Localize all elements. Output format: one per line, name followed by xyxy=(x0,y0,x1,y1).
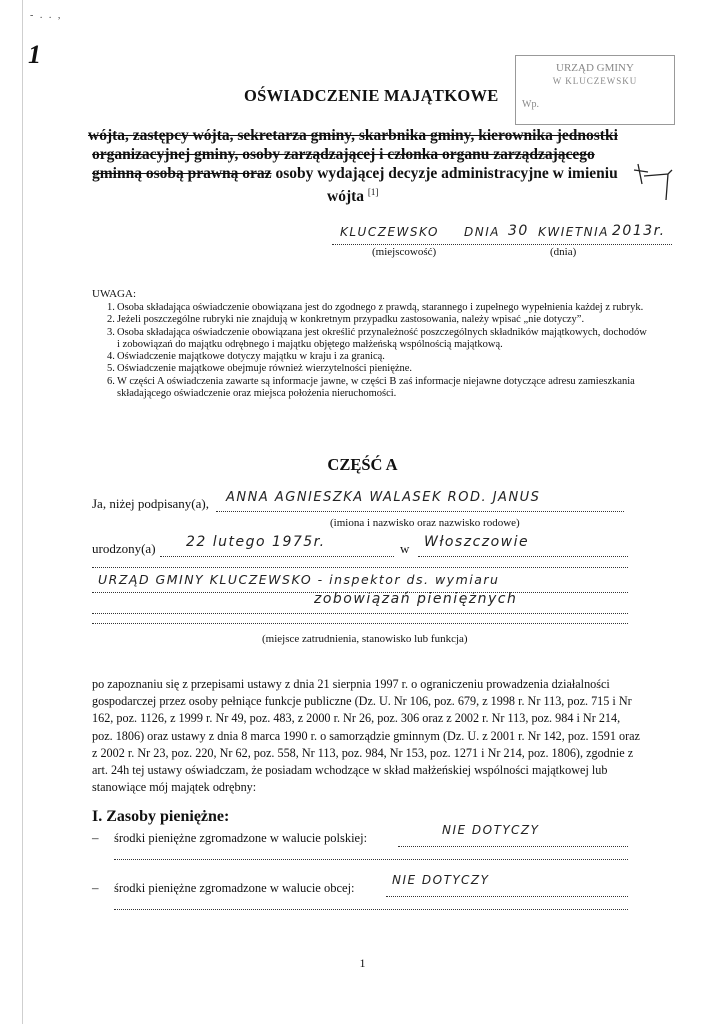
signed-name: ANNA AGNIESZKA WALASEK ROD. JANUS xyxy=(226,490,541,505)
role-line-3 xyxy=(92,164,618,183)
notice-item xyxy=(92,376,652,401)
notice-text: Oświadczenie majątkowe obejmuje również wierzytelności pieniężne. xyxy=(117,363,413,375)
notice-number: 2. xyxy=(107,314,115,326)
foreign-label: środki pieniężne zgromadzone w walucie obcej: xyxy=(114,881,355,895)
stamp-line-1: URZĄD GMINY xyxy=(556,62,634,74)
born-in-word: w xyxy=(400,541,410,556)
role-struck-line-2: organizacyjnej gminy, osoby zarządzającej i członka organu zarządzającego xyxy=(92,146,595,163)
born-place-field xyxy=(418,534,628,557)
pln-field xyxy=(398,823,628,847)
employment-line-2: zobowiązań pieniężnych xyxy=(314,591,518,607)
blank-line xyxy=(92,561,628,568)
born-place: Włoszczowie xyxy=(424,534,530,550)
document-title: OŚWIADCZENIE MAJĄTKOWE xyxy=(244,86,499,105)
pln-label: środki pieniężne zgromadzone w walucie polskiej: xyxy=(114,831,368,845)
part-a-title: CZĘŚĆ A xyxy=(327,455,398,474)
scan-edge xyxy=(22,0,23,1024)
notice-item xyxy=(92,327,652,352)
name-caption: (imiona i nazwisko oraz nazwisko rodowe) xyxy=(330,517,520,529)
notice-text: Oświadczenie majątkowe dotyczy majątku w kraju i za granicą. xyxy=(117,351,385,363)
role-line-4 xyxy=(327,183,378,206)
notice-text: W części A oświadczenia zawarte są informacje jawne, w części B zaś informacje niejawne dotyczące adresu zamieszkania składającego oświadczenie oraz miejsca położenia nieruchomości. xyxy=(117,375,635,400)
role-plain-line-3: osoby wydającej decyzje administracyjne w imieniu xyxy=(271,165,618,182)
blank-line xyxy=(114,853,628,860)
notice-text: Jeżeli poszczególne rubryki nie znajdują w konkretnym przypadku zastosowania, należy wpisać „nie dotyczy”. xyxy=(117,314,585,326)
law-paragraph: po zapoznaniu się z przepisami ustawy z dnia 21 sierpnia 1997 r. o ograniczeniu prowadzenia działalności gospodarczej przez osoby pełniące funkcje publiczne (Dz. U. Nr 106, poz. 679, z 1998 r. Nr 113, poz. 715 i Nr 162, poz. 1126, z 1999 r. Nr 49, poz. 483, z 2000 r. Nr 26, poz. 306 oraz z 2002 r. Nr 113, poz. 984 i Nr 214, poz. 1806) oraz ustawy z dnia 8 marca 1990 r. o samorządzie gminnym (Dz. U. z 2001 r. Nr 142, poz. 1591 oraz z 2002 r. Nr 23, poz. 220, Nr 62, poz. 558, Nr 113, poz. 984, Nr 153, poz. 1271 i Nr 214, poz. 1806), zgodnie z art. 24h tej ustawy oświadczam, że posiadam wchodzące w skład małżeńskiej wspólności majątkowej lub stanowiące mój majątek odrębny: xyxy=(92,677,640,795)
born-label: urodzony(a) xyxy=(92,541,156,556)
notice-item xyxy=(92,314,652,326)
label-date: (dnia) xyxy=(550,246,577,258)
dash-bullet: – xyxy=(92,830,99,845)
footnote-ref: [1] xyxy=(367,187,379,197)
notice-heading: UWAGA: xyxy=(92,288,136,300)
stamp-line-3: Wp. xyxy=(522,99,539,110)
place-word: DNIA xyxy=(464,225,500,239)
place-month: KWIETNIA xyxy=(538,225,609,239)
role-struck-line-3: gminną osobą prawną oraz xyxy=(92,165,272,182)
section-cash-title: I. Zasoby pieniężne: xyxy=(92,808,230,825)
employment-caption: (miejsce zatrudnienia, stanowisko lub funkcja) xyxy=(262,633,468,645)
page-number: 1 xyxy=(359,956,366,970)
scan-marks: - . . , xyxy=(30,10,63,21)
born-date-field xyxy=(160,534,394,557)
blank-line xyxy=(114,903,628,910)
notice-item xyxy=(92,302,652,314)
place-city: KLUCZEWSKO xyxy=(340,225,439,239)
pln-value: NIE DOTYCZY xyxy=(442,823,540,837)
employment-field-2 xyxy=(92,591,628,614)
place-date-line xyxy=(332,223,672,245)
handwritten-correction-mark xyxy=(628,156,676,202)
notice-number: 6. xyxy=(107,375,115,387)
notice-item xyxy=(92,351,652,363)
role-plain-line-4: wójta xyxy=(327,188,365,206)
foreign-field xyxy=(386,873,628,897)
label-place: (miejscowość) xyxy=(372,246,437,258)
born-date: 22 lutego 1975r. xyxy=(186,534,326,550)
notice-list xyxy=(92,302,652,400)
blank-line xyxy=(92,617,628,624)
place-year: 2013r. xyxy=(612,223,666,239)
notice-text: Osoba składająca oświadczenie obowiązana jest określić przynależność poszczególnych składników majątkowych, dochodów i zobowiązań do majątku odrębnego i majątku objętego małżeńską wspólnością majątkową. xyxy=(117,326,647,350)
dash-bullet: – xyxy=(92,880,99,895)
signed-name-field xyxy=(216,490,624,512)
notice-number: 3. xyxy=(107,326,115,338)
foreign-value: NIE DOTYCZY xyxy=(392,873,490,887)
notice-text: Osoba składająca oświadczenie obowiązana jest do zgodnego z prawdą, starannego i zupełnego wypełnienia każdej z rubryk. xyxy=(117,302,644,313)
page-corner-mark: 1 xyxy=(28,40,41,69)
role-struck-line-1: wójta, zastępcy wójta, sekretarza gminy, skarbnika gminy, kierownika jednostki xyxy=(88,127,618,144)
notice-item xyxy=(92,363,652,375)
notice-number: 4. xyxy=(107,351,115,363)
stamp-line-2: W KLUCZEWSKU xyxy=(552,76,638,86)
notice-number: 5. xyxy=(107,363,115,375)
place-day: 30 xyxy=(508,223,529,239)
signed-label: Ja, niżej podpisany(a), xyxy=(92,496,209,511)
notice-number: 1. xyxy=(107,302,115,313)
employment-line-1: URZĄD GMINY KLUCZEWSKO - inspektor ds. wymiaru xyxy=(98,572,500,587)
